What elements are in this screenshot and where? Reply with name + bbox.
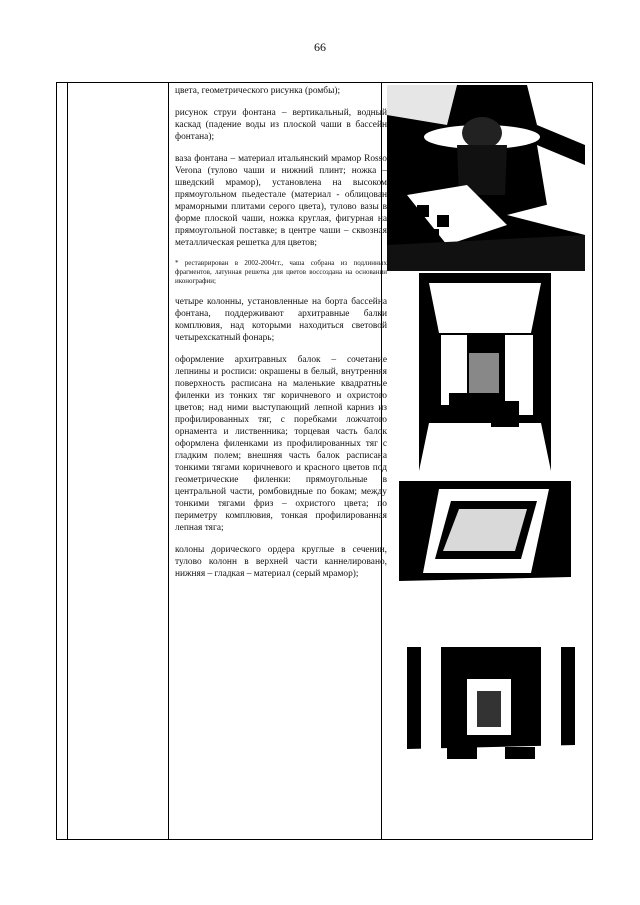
interior-photo [419, 273, 551, 471]
skylight-photo [399, 481, 571, 609]
paragraph: ваза фонтана – материал итальянский мрамор Rosso Verona (тулово чаши и нижний плинт; ножка – шведский мрамор), установлена на высоком прямоугольном пьедестале (материал - облицован мраморными плитами серого цвета), тулово вазы в форме плоской чаши, ножка круглая, фигурная на прямоугольной поставке; в центре чаши – сквозная металлическая решетка для цветов; [175, 154, 387, 248]
fountain-photo [387, 85, 585, 271]
columns-illustration [407, 629, 575, 775]
table-divider [67, 83, 68, 839]
page-number: 66 [314, 40, 326, 54]
document-table [56, 82, 593, 840]
paragraph: цвета, геометрического рисунка (ромбы); [175, 86, 341, 96]
columns-photo [407, 629, 575, 775]
description-column [175, 83, 387, 590]
skylight-illustration [399, 481, 571, 609]
paragraph: колоны дорического ордера круглые в сечении, тулово колонн в верхней части каннелировано, нижняя – гладкая – материал (серый мрамор); [175, 545, 387, 579]
interior-illustration [419, 273, 551, 471]
fountain-illustration [387, 85, 585, 271]
table-divider [168, 83, 169, 839]
paragraph: оформление архитравных балок – сочетание лепнины и росписи: окрашены в белый, внутренняя поверхность расписана на маленькие квадратные филенки из тонких тяг коричневого и охристого цветов; над ними выступающий лепной карниз из профилированных тяг, с поребками ложчатого орнамента и лиственника; торцевая часть балок оформлена филенками из профилированных тяг с гладким полем; внешняя часть балок расписана тонкими тягами коричневого и красного цветов под геометрические филенки: прямоугольные в центральной части, ромбовидные по бокам; между тонкими тягами фриз – охристого цвета; по периметру комплювия, тонкая профилированная лепная тяга; [175, 355, 387, 533]
paragraph: рисунок струи фонтана – вертикальный, водный каскад (падение воды из плоской чаши в бассейн фонтана); [175, 108, 387, 142]
paragraph: четыре колонны, установленные на борта бассейна фонтана, поддерживают архитравные балки комплювия, над которыми находиться световой четырехскатный фонарь; [175, 297, 387, 343]
footnote: * реставрирован в 2002-2004гг., чаша собрана из подлинных фрагментов, латунная решетка для цветов воссоздана на основании иконографии; [175, 259, 387, 285]
